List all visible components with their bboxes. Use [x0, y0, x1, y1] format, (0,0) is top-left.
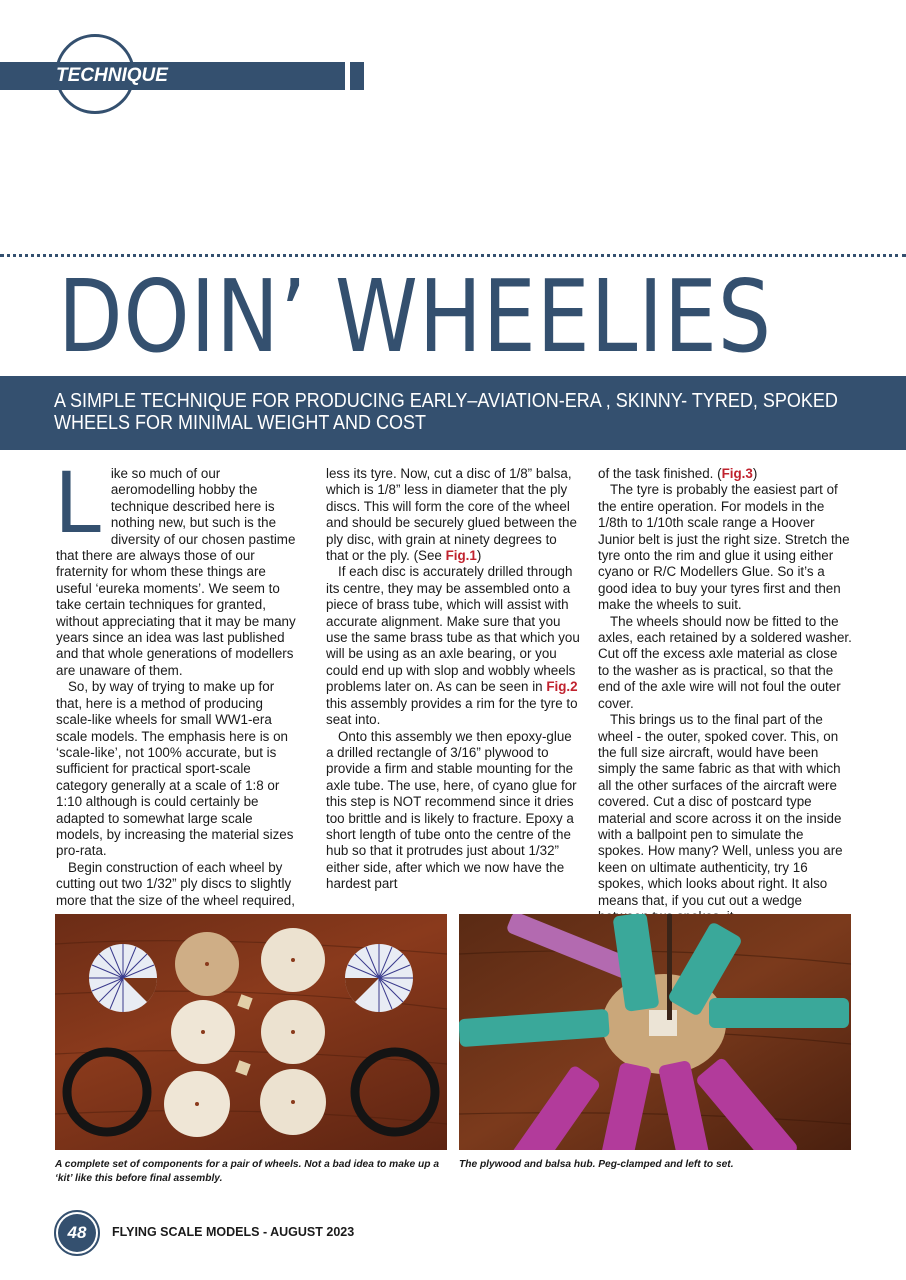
paragraph [598, 466, 852, 482]
article-column-2 [326, 466, 580, 893]
article-column-3 [598, 466, 852, 925]
paragraph: So, by way of trying to make up for that, here is a method of producing scale-like wheels for small WW1-era scale models. The emphasis here is on ‘scale-like’, not 100% accurate, but is sufficient for practical sport-scale category generally at a scale of 1:8 or 1:10 although is could certainly be adapted to somewhat large scale models, by increasing the material sizes pro-rata. [56, 679, 294, 859]
paragraph-text: of the task finished. ( [598, 466, 722, 481]
paragraph [326, 466, 580, 564]
paragraph: Onto this assembly we then epoxy-glue a drilled rectangle of 3/16” plywood to provide a firm and stable mounting for the axle tube. The use, here, of cyano glue for this step is NOT recommend since it dries too brittle and is likely to fracture. Epoxy a short length of tube onto the centre of the hub so that it protrudes just about 1/32” either side, after which we now have the hardest part [326, 728, 577, 892]
section-tag-label: TECHNIQUE [56, 65, 168, 86]
paragraph [326, 564, 580, 728]
spoked-cover-right [345, 944, 413, 1012]
publication-footer: FLYING SCALE MODELS - AUGUST 2023 [112, 1225, 355, 1239]
fig-3-reference: Fig.3 [721, 466, 753, 481]
section-tag-bar [0, 62, 345, 90]
section-tag-bar-end [350, 62, 364, 90]
figure-caption-2: The plywood and balsa hub. Peg-clamped and left to set. [459, 1159, 734, 1170]
drop-cap: L [54, 454, 101, 552]
spoked-cover-left [89, 944, 157, 1012]
paragraph-text: If each disc is accurately drilled through its centre, they may be assembled onto a piece of brass tube, which will assist with accurate alignment. Make sure that you use the same brass tube as that which you will be using as an axle bearing, or you could end up with slop and wobbly wheels problems later on. As can be seen in [326, 564, 580, 695]
paragraph-text: ike so much of our aeromodelling hobby the technique described here is nothing new, but such is the diversity of our chosen pastime that there are always those of our fraternity for whom these things are useful ‘eureka moments’. We seem to take certain techniques for granted, without appreciating that it may be many years since an idea was last published and that whole generations of modellers are unaware of them. [56, 466, 296, 678]
article-column-1 [54, 454, 302, 909]
paragraph-text: ) [476, 548, 482, 564]
article-title: DOIN’ WHEELIES [58, 258, 772, 375]
fig-2-reference: Fig.2 [546, 679, 578, 695]
photo-wheel-components [55, 914, 447, 1150]
paragraph-text: ) [752, 466, 758, 481]
fig-1-reference: Fig.1 [445, 548, 477, 564]
subtitle-line-2: WHEELS FOR MINIMAL WEIGHT AND COST [54, 412, 427, 434]
paragraph: Begin construction of each wheel by cutting out two 1/32” ply discs to slightly more that the size of the wheel required, [56, 859, 295, 908]
paragraph: The tyre is probably the easiest part of the entire operation. For models in the 1/8th to 1/10th scale range a Hoover Junior belt is just the right size. Stretch the tyre onto the rim and glue it using either cyano or R/C Modellers Glue. So it’s a good idea to buy your tyres first and then make the wheels to suit. [598, 482, 850, 613]
figure-caption-1: A complete set of components for a pair of wheels. Not a bad idea to make up a ‘kit’ like this before final assembly. [55, 1159, 439, 1184]
article-subtitle [54, 390, 838, 434]
paragraph: The wheels should now be fitted to the axles, each retained by a soldered washer. Cut off the excess axle material as close to the washer as is practical, so that the end of the axle wire will not foul the outer cover. [598, 613, 852, 711]
paragraph-text: less its tyre. Now, cut a disc of 1/8” balsa, which is 1/8” less in diameter that the ply discs. This will form the core of the wheel and should be securely glued between the ply disc, with grain at ninety degrees to that or the ply. (See [326, 466, 577, 564]
paragraph [54, 454, 302, 679]
paragraph-text: this assembly provides a rim for the tyre to seat into. [326, 695, 578, 728]
subtitle-line-1: A SIMPLE TECHNIQUE FOR PRODUCING EARLY–AVIATION-ERA , SKINNY- TYRED, SPOKED [54, 390, 838, 412]
page-number: 48 [58, 1214, 96, 1252]
photo-peg-clamped-hub [459, 914, 851, 1150]
paragraph: This brings us to the final part of the wheel - the outer, spoked cover. This, on the full size aircraft, would have been simply the same fabric as that with which all the other surfaces of the aircraft were covered. Cut a disc of postcard type material and score across it on the inside with a ballpoint pen to simulate the spokes. How many? Well, unless you are keen on ultimate authenticity, try 16 spokes, which looks about right. It also means that, if you cut out a wedge [598, 712, 843, 908]
